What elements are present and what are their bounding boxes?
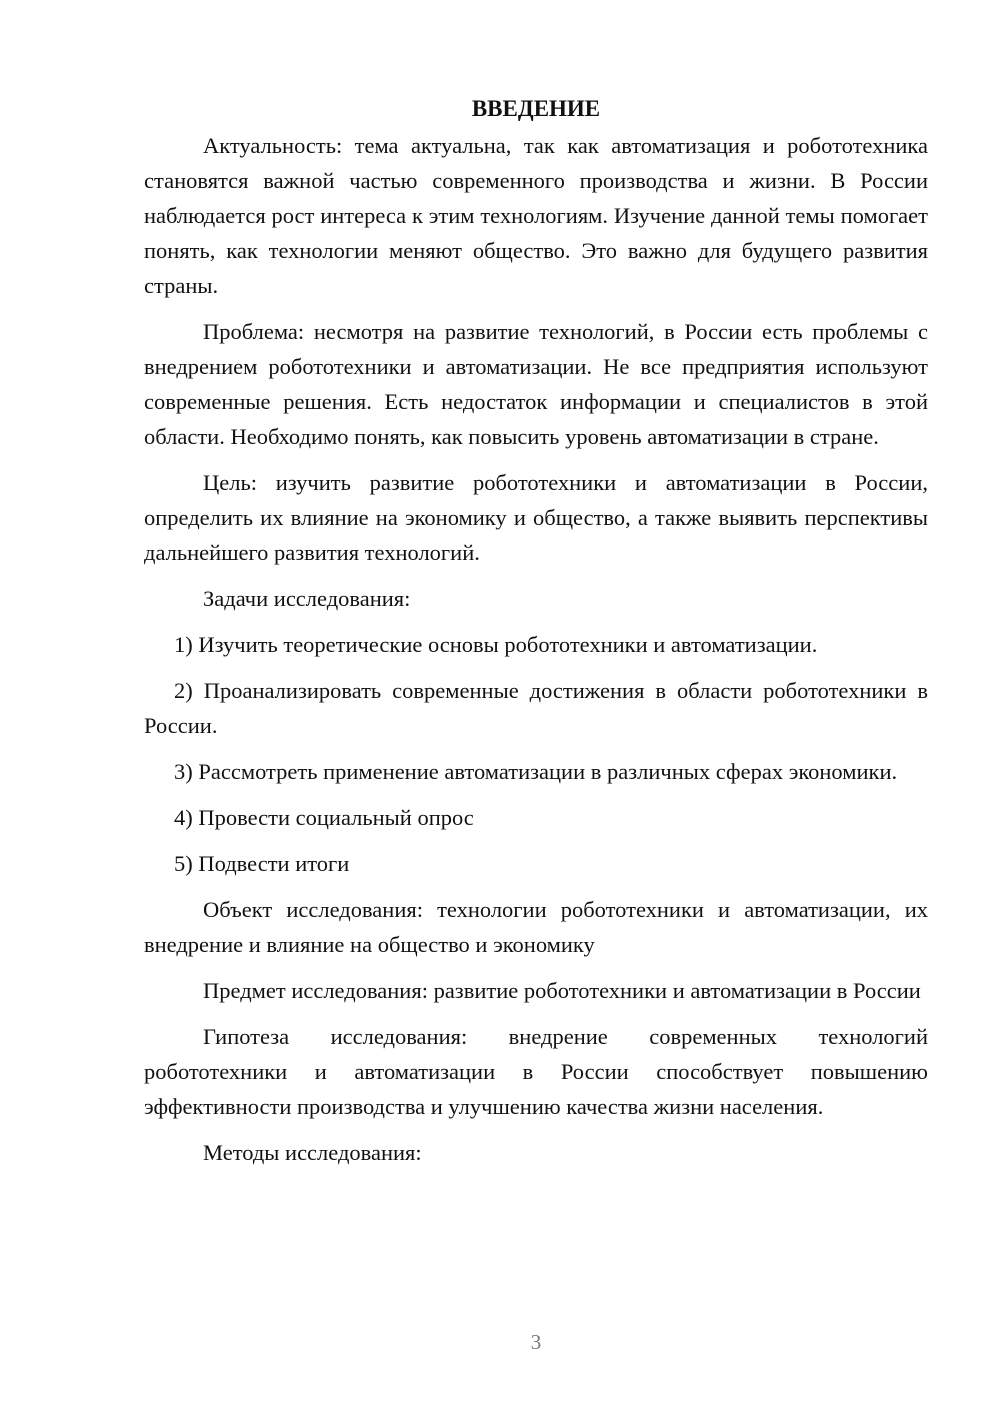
task-item-3: 3) Рассмотреть применение автоматизации в различных сферах экономики. — [174, 759, 898, 784]
task-item-5: 5) Подвести итоги — [174, 851, 350, 876]
paragraph-goal: Цель: изучить развитие робототехники и автоматизации в России, определить их влияние на экономику и общество, а также выявить перспективы дальнейшего развития технологий. — [144, 470, 928, 565]
task-item-1: 1) Изучить теоретические основы робототехники и автоматизации. — [174, 632, 818, 657]
paragraph-relevance: Актуальность: тема актуальна, так как автоматизация и робототехника становятся важной частью современного производства и жизни. В России наблюдается рост интереса к этим технологиям. Изучение данной темы помогает понять, как технологии меняют общество. Это важно для будущего развития страны. — [144, 133, 928, 298]
section-title: ВВЕДЕНИЕ — [471, 96, 601, 121]
task-item-2: 2) Проанализировать современные достижения в области робототехники в России. — [144, 678, 928, 738]
paragraph-object: Объект исследования: технологии робототехники и автоматизации, их внедрение и влияние на общество и экономику — [144, 897, 928, 957]
task-item-4: 4) Провести социальный опрос — [174, 805, 474, 830]
paragraph-problem: Проблема: несмотря на развитие технологий, в России есть проблемы с внедрением робототехники и автоматизации. Не все предприятия используют современные решения. Есть недостаток информации и специалистов в этой области. Необходимо понять, как повысить уровень автоматизации в стране. — [144, 319, 928, 449]
document-page — [144, 92, 928, 1181]
paragraph-tasks-heading: Задачи исследования: — [203, 586, 411, 611]
page-number: 3 — [530, 1330, 542, 1354]
paragraph-hypothesis: Гипотеза исследования: внедрение современных технологий робототехники и автоматизации в России способствует повышению эффективности производства и улучшению качества жизни населения. — [144, 1024, 928, 1119]
paragraph-methods: Методы исследования: — [203, 1140, 422, 1165]
paragraph-subject: Предмет исследования: развитие робототехники и автоматизации в России — [203, 978, 921, 1003]
